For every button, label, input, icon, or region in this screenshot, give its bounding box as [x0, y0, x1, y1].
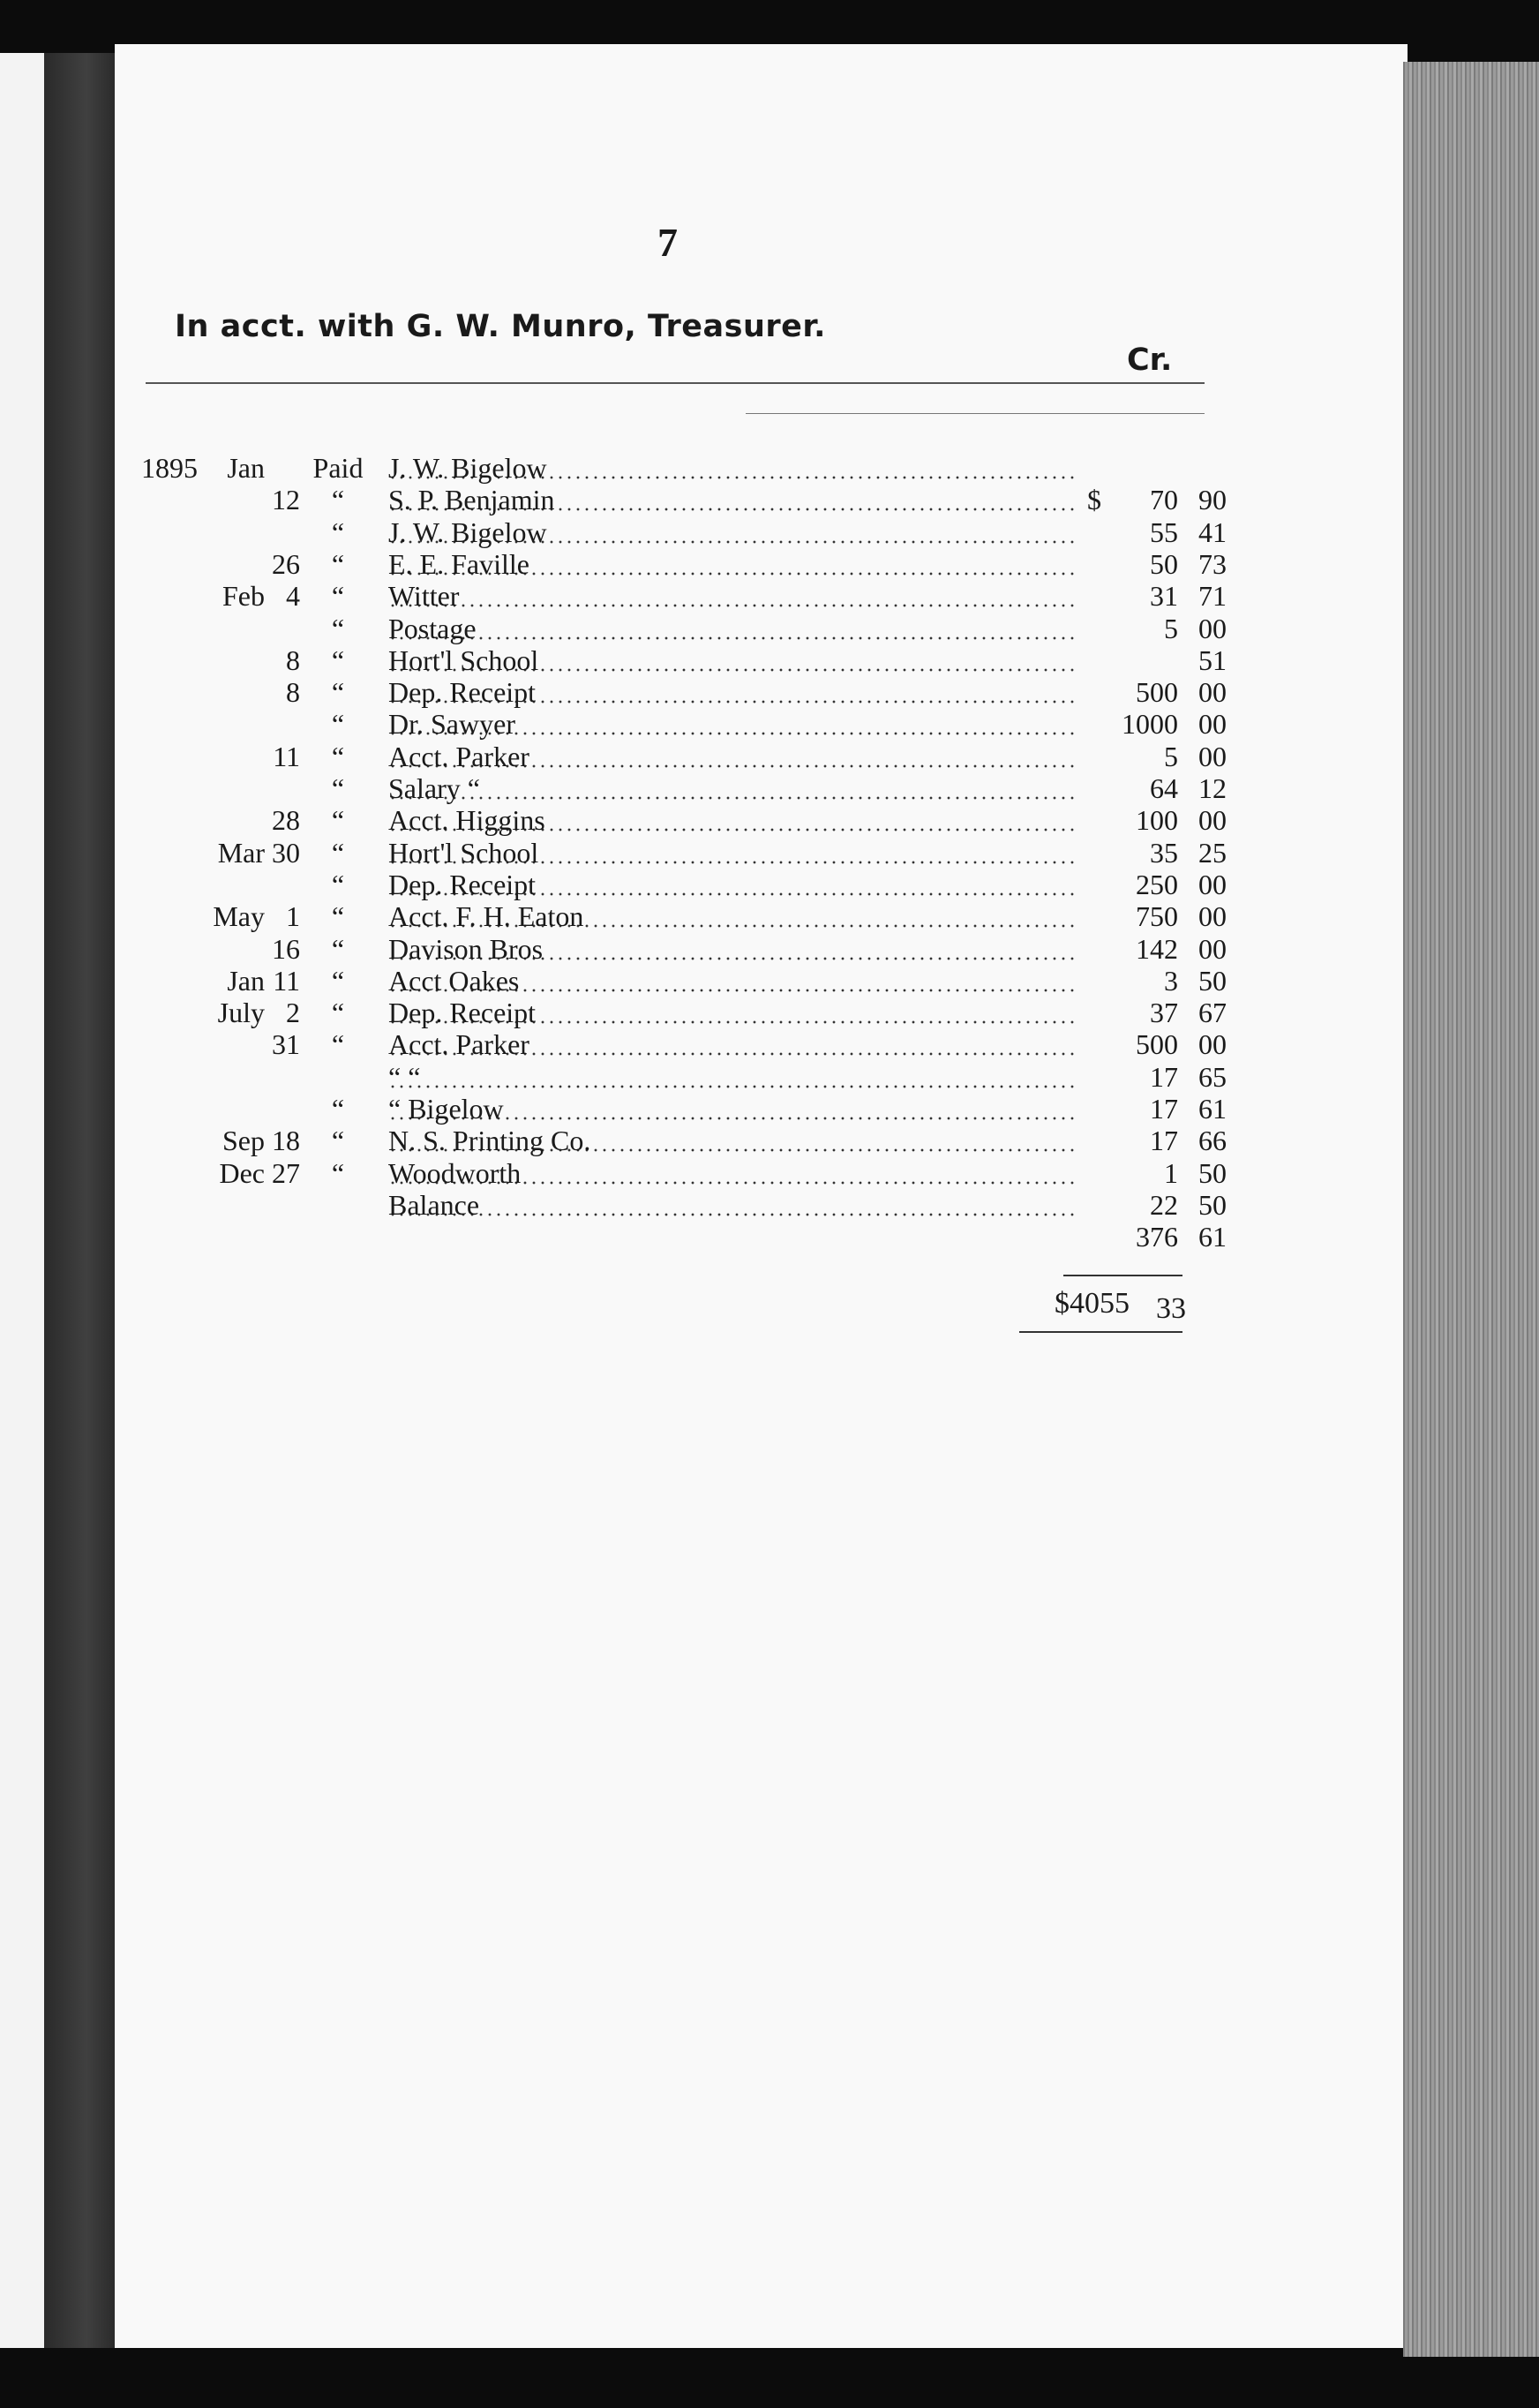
- entry-payee: [388, 516, 1077, 548]
- entry-payee: [388, 997, 1077, 1028]
- entry-paid-mark: “: [331, 868, 345, 900]
- entry-dollars: 500: [1136, 1028, 1178, 1061]
- entry-cents: 00: [1198, 612, 1227, 644]
- ledger-row: [141, 997, 1227, 1029]
- entry-dollars: 37: [1150, 997, 1178, 1029]
- entry-cents: 00: [1198, 868, 1227, 900]
- entry-paid-mark: “: [331, 676, 345, 709]
- entry-payee: [388, 804, 1077, 836]
- ledger-row: [141, 452, 1218, 484]
- entry-month: Sep: [222, 1125, 265, 1157]
- entry-dollars: 22: [1150, 1188, 1178, 1221]
- entry-cents: 50: [1198, 1156, 1227, 1189]
- ledger-row: [141, 1125, 1227, 1157]
- total-rule: [1063, 1275, 1182, 1276]
- entry-cents: 61: [1198, 1221, 1227, 1253]
- entry-day: 27: [272, 1156, 300, 1189]
- entry-payee: [388, 1093, 1077, 1125]
- payee-text: J. W. Bigelow: [388, 515, 547, 548]
- entry-dollars: 3: [1164, 964, 1178, 997]
- ledger-row: [141, 772, 1227, 804]
- entry-cents: 00: [1198, 804, 1227, 837]
- entry-day: 8: [286, 643, 300, 676]
- payee-text: N. S. Printing Co.: [388, 1125, 591, 1157]
- entry-year: 1895: [141, 452, 198, 484]
- entry-month: May: [213, 900, 265, 933]
- ledger-row: [141, 1060, 1227, 1093]
- entry-dollars: 500: [1136, 676, 1178, 709]
- payee-text: Davison Bros: [388, 932, 544, 965]
- entry-day: 11: [273, 740, 300, 772]
- entry-month: Jan: [227, 452, 265, 484]
- entry-payee: [388, 1061, 1077, 1093]
- payee-text: “ “: [388, 1060, 421, 1093]
- entry-cents: 51: [1198, 643, 1227, 676]
- entry-day: 11: [273, 964, 300, 997]
- entry-cents: 65: [1198, 1060, 1227, 1093]
- ledger-row: [141, 740, 1227, 772]
- entry-dollars: 1: [1164, 1156, 1178, 1189]
- ledger-row: [141, 1221, 1227, 1253]
- entry-dollars: 31: [1150, 580, 1178, 613]
- payee-text: Dep. Receipt: [388, 868, 537, 900]
- payee-text: S. P. Benjamin: [388, 484, 555, 516]
- ledger-row: [141, 1093, 1227, 1125]
- payee-text: Acct. Parker: [388, 740, 529, 772]
- entry-dollars: 5: [1164, 740, 1178, 772]
- payee-text: Balance: [388, 1188, 480, 1221]
- entry-paid-mark: “: [331, 1156, 345, 1189]
- entry-cents: 66: [1198, 1125, 1227, 1157]
- entry-dollars: 55: [1150, 515, 1178, 548]
- entry-dollars: 376: [1136, 1221, 1178, 1253]
- entry-cents: 00: [1198, 1028, 1227, 1061]
- entry-month: Jan: [227, 964, 265, 997]
- ledger-row: [141, 900, 1227, 933]
- entry-dollars: 750: [1136, 900, 1178, 933]
- entry-cents: 73: [1198, 547, 1227, 580]
- entry-payee: [388, 837, 1077, 869]
- ledger-row: [141, 547, 1227, 580]
- ledger-row: [141, 676, 1227, 709]
- ledger-row: [141, 1156, 1227, 1189]
- entry-paid-mark: “: [331, 1028, 345, 1061]
- entry-dollars: 70: [1150, 484, 1178, 516]
- entry-cents: 50: [1198, 1188, 1227, 1221]
- ledger-row: [141, 836, 1227, 869]
- entry-dollars: 35: [1150, 836, 1178, 869]
- entry-cents: 00: [1198, 708, 1227, 741]
- entry-dollars: 250: [1136, 868, 1178, 900]
- entry-paid-mark: “: [331, 1093, 345, 1125]
- entry-payee: [388, 1189, 1077, 1221]
- entry-payee: [388, 613, 1077, 644]
- payee-text: Dr. Sawyer: [388, 708, 515, 741]
- payee-text: Acct. Parker: [388, 1028, 529, 1061]
- entry-cents: 00: [1198, 740, 1227, 772]
- entry-paid-mark: “: [331, 997, 345, 1029]
- entry-paid-mark: “: [331, 580, 345, 613]
- payee-text: Hort'l School: [388, 643, 539, 676]
- ledger-row: [141, 484, 1227, 516]
- entry-dollars: 100: [1136, 804, 1178, 837]
- entry-payee: [388, 484, 1077, 515]
- entry-paid-mark: “: [331, 612, 345, 644]
- ledger-row: [141, 804, 1227, 837]
- entry-paid-mark: “: [331, 740, 345, 772]
- entry-day: 30: [272, 836, 300, 869]
- entry-dollars: 50: [1150, 547, 1178, 580]
- entry-cents: 71: [1198, 580, 1227, 613]
- total-cents: 33: [1156, 1292, 1186, 1325]
- ledger-row: [141, 932, 1227, 965]
- entry-dollars: 17: [1150, 1125, 1178, 1157]
- entry-payee: [388, 933, 1077, 965]
- entry-day: 28: [272, 804, 300, 837]
- ledger-row: [141, 612, 1227, 644]
- entry-dollar-sign: $: [1087, 484, 1101, 516]
- entry-cents: 12: [1198, 772, 1227, 804]
- ledger-row: [141, 1028, 1227, 1061]
- entry-dollars: 5: [1164, 612, 1178, 644]
- entry-payee: [388, 676, 1077, 708]
- entry-day: 1: [286, 900, 300, 933]
- payee-text: Acct. Higgins: [388, 804, 545, 837]
- entry-paid-mark: “: [331, 1125, 345, 1157]
- payee-text: Acct. F. H. Eaton: [388, 900, 584, 933]
- page-number: 7: [657, 220, 678, 265]
- entry-payee: [388, 1125, 1077, 1156]
- payee-text: J. W. Bigelow: [388, 452, 547, 484]
- total-dollars: $4055: [1055, 1287, 1130, 1320]
- entry-cents: 25: [1198, 836, 1227, 869]
- ledger-row: [141, 1188, 1227, 1221]
- payee-text: E. E. Faville: [388, 547, 529, 580]
- entry-cents: 41: [1198, 515, 1227, 548]
- payee-text: Dep. Receipt: [388, 676, 537, 709]
- entry-paid-mark: “: [331, 643, 345, 676]
- entry-month: Mar: [217, 836, 265, 869]
- entry-day: 4: [286, 580, 300, 613]
- entry-cents: 61: [1198, 1093, 1227, 1125]
- entry-day: 2: [286, 997, 300, 1029]
- payee-text: Postage: [388, 612, 477, 644]
- entry-cents: 90: [1198, 484, 1227, 516]
- entry-payee: [388, 1028, 1077, 1060]
- entry-payee: [388, 708, 1077, 740]
- entry-paid-mark: “: [331, 900, 345, 933]
- entry-payee: [388, 452, 1077, 484]
- entry-cents: 00: [1198, 932, 1227, 965]
- entry-dollars: 64: [1150, 772, 1178, 804]
- entry-paid-mark: “: [331, 836, 345, 869]
- entry-payee: [388, 1157, 1077, 1189]
- entry-payee: [388, 965, 1077, 997]
- ledger-row: [141, 868, 1227, 900]
- payee-text: Woodworth: [388, 1156, 522, 1189]
- entry-payee: [388, 644, 1077, 676]
- entry-paid-mark: “: [331, 484, 345, 516]
- account-heading: In acct. with G. W. Munro, Treasurer.: [175, 309, 826, 344]
- entry-day: 16: [272, 932, 300, 965]
- entry-day: 31: [272, 1028, 300, 1061]
- total-underline: [1019, 1331, 1182, 1333]
- entry-paid-mark: “: [331, 964, 345, 997]
- entry-cents: 67: [1198, 997, 1227, 1029]
- entry-payee: [388, 869, 1077, 900]
- entry-day: 12: [272, 484, 300, 516]
- payee-text: Hort'l School: [388, 836, 539, 869]
- entry-dollars: 17: [1150, 1060, 1178, 1093]
- ledger-row: [141, 515, 1227, 548]
- ledger-row: [141, 643, 1227, 676]
- entry-payee: [388, 741, 1077, 772]
- entry-day: 18: [272, 1125, 300, 1157]
- payee-text: Salary “: [388, 772, 480, 804]
- entry-day: 26: [272, 547, 300, 580]
- entry-paid-mark: “: [331, 932, 345, 965]
- entry-payee: [388, 900, 1077, 932]
- entry-dollars: 142: [1136, 932, 1178, 965]
- ledger-row: [141, 580, 1227, 613]
- entry-paid-mark: “: [331, 708, 345, 741]
- payee-text: Witter: [388, 580, 460, 613]
- entry-paid-mark: Paid: [312, 452, 364, 484]
- entry-month: Feb: [222, 580, 265, 613]
- entry-cents: 00: [1198, 900, 1227, 933]
- payee-text: Acct Oakes: [388, 964, 520, 997]
- entry-cents: 50: [1198, 964, 1227, 997]
- payee-text: “ Bigelow: [388, 1093, 504, 1125]
- entry-paid-mark: “: [331, 547, 345, 580]
- entry-payee: [388, 580, 1077, 612]
- entry-payee: [388, 548, 1077, 580]
- ledger-row: [141, 964, 1227, 997]
- ledger-row: [141, 708, 1227, 741]
- entry-dollars: 1000: [1122, 708, 1178, 741]
- entry-dollars: 17: [1150, 1093, 1178, 1125]
- entry-day: 8: [286, 676, 300, 709]
- entry-month: July: [217, 997, 265, 1029]
- entry-payee: [388, 772, 1077, 804]
- credit-label: Cr.: [1127, 342, 1173, 378]
- entry-paid-mark: “: [331, 772, 345, 804]
- payee-text: Dep. Receipt: [388, 997, 537, 1029]
- entry-paid-mark: “: [331, 804, 345, 837]
- entry-month: Dec: [219, 1156, 265, 1189]
- entry-paid-mark: “: [331, 515, 345, 548]
- entry-cents: 00: [1198, 676, 1227, 709]
